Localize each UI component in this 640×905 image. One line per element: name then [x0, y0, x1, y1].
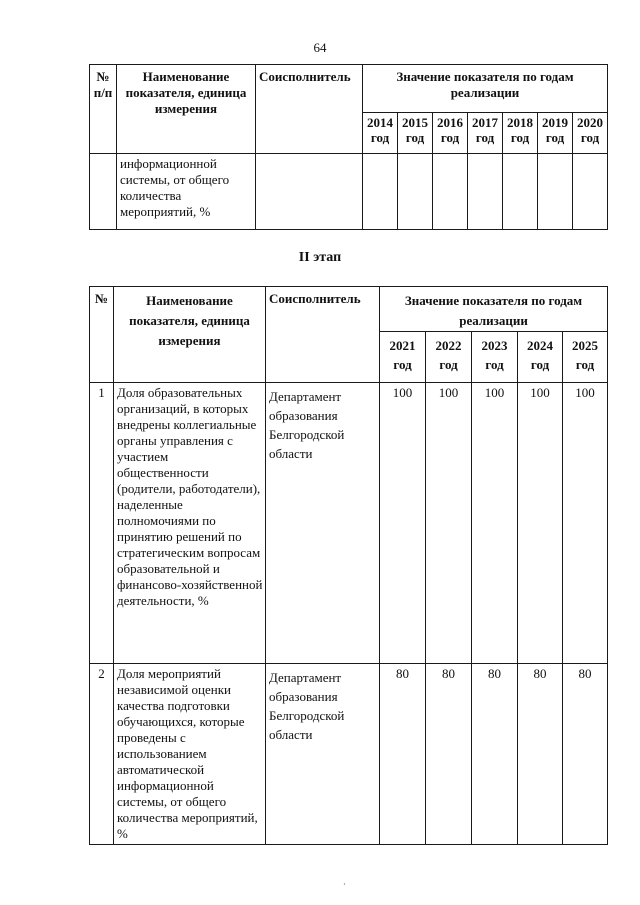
- year-header: 2023 год: [472, 332, 518, 383]
- table-row: [90, 664, 608, 845]
- row-num: [90, 154, 117, 230]
- header-values: Значение показателя по годам реализации: [363, 65, 608, 113]
- row-value: 80: [380, 664, 426, 845]
- row-value: 80: [518, 664, 563, 845]
- row-value: [503, 154, 538, 230]
- year-header: 2015 год: [398, 113, 433, 154]
- year-header: 2017 год: [468, 113, 503, 154]
- row-value: [538, 154, 573, 230]
- row-name: Доля мероприятий независимой оценки качества подготовки обучающихся, которые проведены с использованием автоматической информационной системы, от общего количества мероприятий, %: [114, 664, 266, 845]
- year-header: 2025 год: [563, 332, 608, 383]
- year-header: 2020 год: [573, 113, 608, 154]
- row-num: 1: [90, 383, 114, 664]
- stage-title: II этап: [298, 250, 342, 265]
- row-value: [363, 154, 398, 230]
- row-value: 100: [380, 383, 426, 664]
- row-value: 100: [563, 383, 608, 664]
- page-number: 64: [313, 40, 327, 55]
- table-row: [90, 154, 608, 230]
- header-name: Наименование показателя, единица измерения: [117, 65, 256, 154]
- row-coexecutor: Департамент образования Белгородской области: [266, 383, 380, 664]
- row-name: информационной системы, от общего количества мероприятий, %: [117, 154, 256, 230]
- header-coexecutor: Соисполнитель: [266, 287, 380, 383]
- header-name: Наименование показателя, единица измерения: [114, 287, 266, 383]
- header-coexecutor: Соисполнитель: [256, 65, 363, 154]
- header-num: №: [90, 287, 114, 383]
- row-coexecutor: [256, 154, 363, 230]
- year-header: 2019 год: [538, 113, 573, 154]
- year-header: 2024 год: [518, 332, 563, 383]
- row-name: Доля образовательных организаций, в которых внедрены коллегиальные органы управления с участием общественности (родители, работодатели), наделенные полномочиями по принятию решений по стратегическим вопросам образовательной и финансово-хозяйственной деятельности, %: [114, 383, 266, 664]
- row-value: 100: [518, 383, 563, 664]
- row-value: 80: [472, 664, 518, 845]
- indicators-table-stage-2: [89, 286, 608, 845]
- row-value: [398, 154, 433, 230]
- year-header: 2018 год: [503, 113, 538, 154]
- year-header: 2021 год: [380, 332, 426, 383]
- year-header: 2014 год: [363, 113, 398, 154]
- year-header: 2022 год: [426, 332, 472, 383]
- row-value: 100: [472, 383, 518, 664]
- row-value: 100: [426, 383, 472, 664]
- row-value: [573, 154, 608, 230]
- header-values: Значение показателя по годам реализации: [380, 287, 608, 332]
- indicators-table-stage-1: [89, 64, 608, 230]
- row-num: 2: [90, 664, 114, 845]
- row-value: 80: [563, 664, 608, 845]
- row-value: 80: [426, 664, 472, 845]
- header-num: № п/п: [90, 65, 117, 154]
- scan-dot: ·: [343, 880, 346, 889]
- row-value: [468, 154, 503, 230]
- row-coexecutor: Департамент образования Белгородской области: [266, 664, 380, 845]
- year-header: 2016 год: [433, 113, 468, 154]
- table-row: [90, 383, 608, 664]
- row-value: [433, 154, 468, 230]
